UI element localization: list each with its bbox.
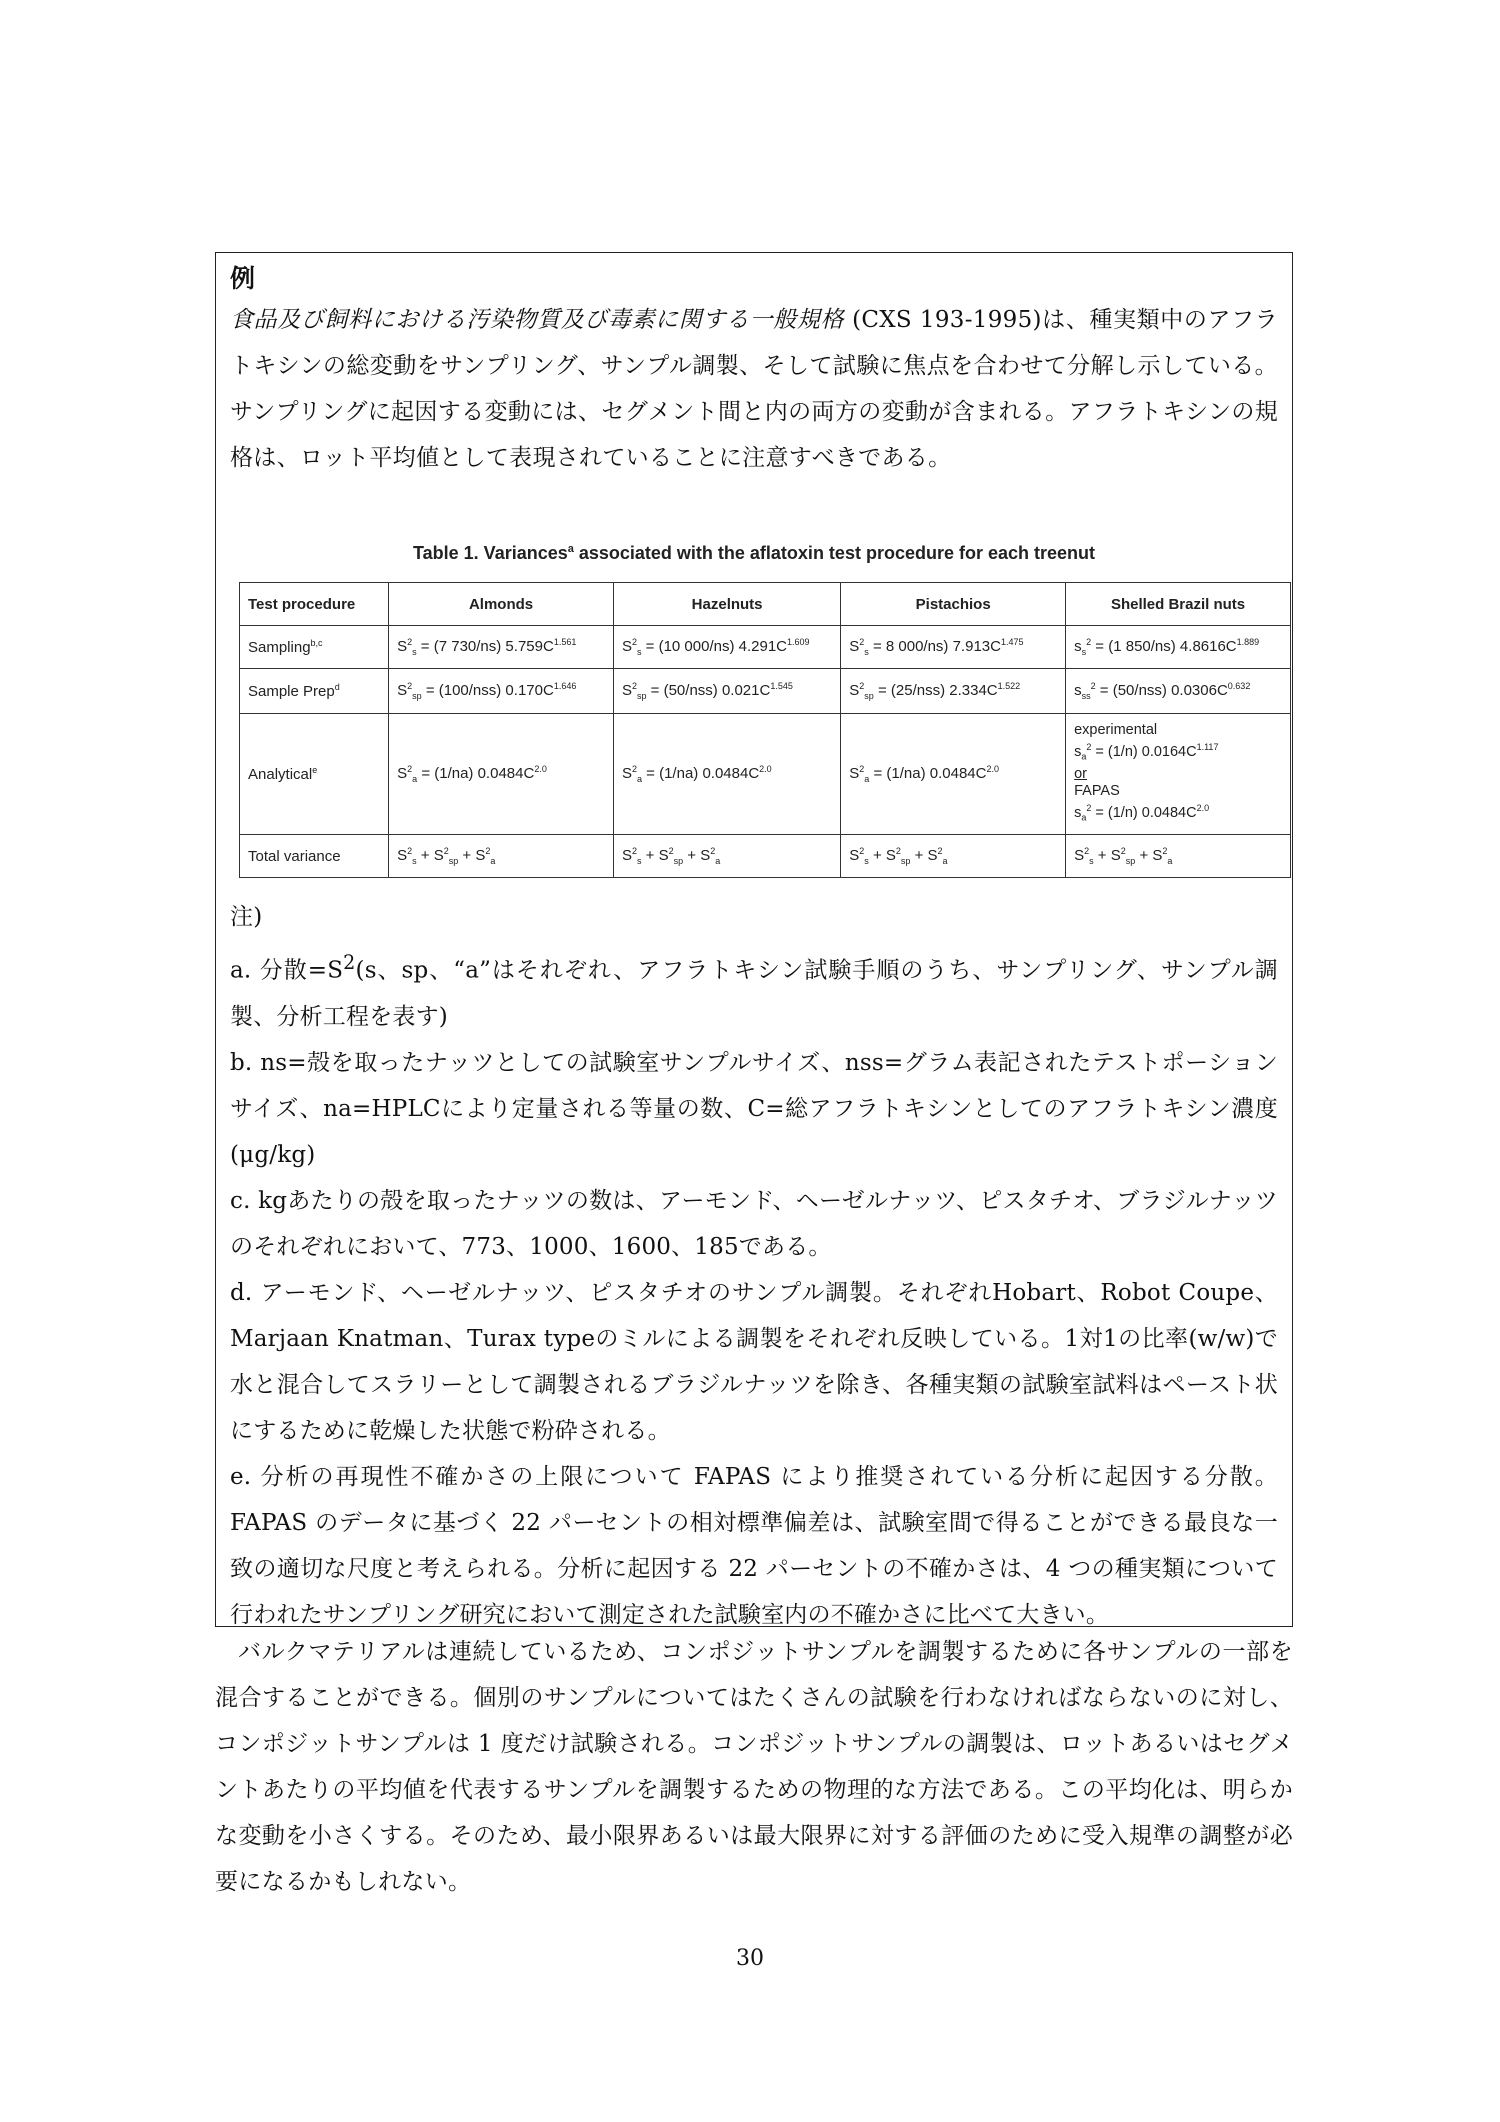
standard-title: 食品及び飼料における汚染物質及び毒素に関する一般規格 — [230, 307, 845, 333]
note-c: c. kgあたりの殻を取ったナッツの数は、アーモンド、ヘーゼルナッツ、ピスタチオ、ブラジルナッツのそれぞれにおいて、773、1000、1600、185である。 — [230, 1187, 1278, 1260]
table-row-total — [240, 835, 1291, 878]
cell-prep-hazelnuts: $S^2_{sp} = (50/nss)$ $0.021C^{1.545}$ — [613, 669, 840, 714]
cell-analytical-pistachios: $S^2_a = (1/na)$ $0.0484C^{2.0}$ — [841, 714, 1066, 835]
example-heading: 例 — [230, 264, 256, 293]
cell-analytical-almonds: $S^2_a = (1/na)$ $0.0484C^{2.0}$ — [389, 714, 614, 835]
note-a: a. 分散$=S^2(s$、sp、“a”はそれぞれ、アフラトキシン試験手順のうち、サンプリング、サンプル調製、分析工程を表す) — [230, 951, 1278, 1030]
table-row-analytical — [240, 714, 1291, 835]
variance-table — [239, 582, 1291, 878]
header-pistachios: Pistachios — [841, 583, 1066, 626]
cell-total-hazelnuts: $S^2_s + S^2_{sp} + S^2_a$ — [613, 835, 840, 878]
header-brazil-nuts: Shelled Brazil nuts — [1066, 583, 1291, 626]
example-intro — [230, 297, 1278, 481]
table-title: Table 1. Variances$^a$ associated with the aflatoxin test procedure for each treenut — [412, 543, 1095, 563]
row-label-sampling: Sampling$^{b,c}$ — [240, 626, 389, 669]
cell-sampling-pistachios: $S^2_s = 8$ 000/ns) $7.913C^{1.475}$ — [841, 626, 1066, 669]
row-label-sample-prep: Sample Prep$^d$ — [240, 669, 389, 714]
cell-sampling-almonds: $S^2_s = (7$ 730/ns) $5.759C^{1.561}$ — [389, 626, 614, 669]
cell-sampling-hazelnuts: $S^2_s = (10$ 000/ns) $4.291C^{1.609}$ — [613, 626, 840, 669]
cell-prep-pistachios: $S^2_{sp} = (25/nss)$ $2.334C^{1.522}$ — [841, 669, 1066, 714]
row-label-total: Total variance — [240, 835, 389, 878]
intro-text: (CXS 193-1995)は、種実類中のアフラトキシンの総変動をサンプリング、サンプル調製、そして試験に焦点を合わせて分解し示している。サンプリングに起因する変動には、セグメント間と内の両方の変動が含まれる。アフラトキシンの規格は、ロット平均値として表現されていることに注意すべきである。 — [230, 307, 1278, 471]
note-d: d. アーモンド、ヘーゼルナッツ、ピスタチオのサンプル調製。それぞれHobart、Robot Coupe、Marjaan Knatman、Turax typeのミルによる調製をそれぞれ反映している。1対1の比率(w/w)で水と混合してスラリーとして調製されるブラジルナッツを除き、各種実類の試験室試料はペースト状にするために乾燥した状態で粉砕される。 — [230, 1279, 1278, 1444]
cell-total-brazil: $S^2_s + S^2_{sp} + S^2_a$ — [1066, 835, 1291, 878]
cell-sampling-brazil: $s_s^2 = (1$ 850/ns) $4.8616C^{1.889}$ — [1066, 626, 1291, 669]
table-header-row — [240, 583, 1291, 626]
cell-total-almonds: $S^2_s + S^2_{sp} + S^2_a$ — [389, 835, 614, 878]
table-notes — [230, 894, 1278, 1638]
cell-prep-brazil: $s_{ss}^2 = (50/nss)$ $0.0306C^{0.632}$ — [1066, 669, 1291, 714]
page-number: 30 — [736, 1946, 764, 1971]
note-e: e. 分析の再現性不確かさの上限について FAPAS により推奨されている分析に起因する分散。FAPAS のデータに基づく 22 パーセントの相対標準偏差は、試験室間で得ることができる最良な一致の適切な尺度と考えられる。分析に起因する 22 パーセントの不確かさは、4 つの種実類について行われたサンプリング研究において測定された試験室内の不確かさに比べて大きい。 — [230, 1463, 1278, 1628]
cell-total-pistachios: $S^2_s + S^2_{sp} + S^2_a$ — [841, 835, 1066, 878]
cell-prep-almonds: $S^2_{sp} = (100/nss)$ $0.170C^{1.646}$ — [389, 669, 614, 714]
body-paragraph — [215, 1629, 1293, 1905]
example-box — [215, 252, 1293, 1627]
note-b: b. ns=殻を取ったナッツとしての試験室サンプルサイズ、nss=グラム表記されたテストポーションサイズ、na=HPLCにより定量される等量の数、C=総アフラトキシンとしてのアフラトキシン濃度(μg/kg) — [230, 1049, 1278, 1168]
table-row-sample-prep — [240, 669, 1291, 714]
table-row-sampling — [240, 626, 1291, 669]
body-text: バルクマテリアルは連続しているため、コンポジットサンプルを調製するために各サンプルの一部を混合することができる。個別のサンプルについてはたくさんの試験を行わなければならないのに対し、コンポジットサンプルは 1 度だけ試験される。コンポジットサンプルの調製は、ロットあるいはセグメントあたりの平均値を代表するサンプルを調製するための物理的な方法である。この平均化は、明らかな変動を小さくする。そのため、最小限界あるいは最大限界に対する評価のために受入規準の調整が必要になるかもしれない。 — [215, 1639, 1293, 1895]
header-hazelnuts: Hazelnuts — [613, 583, 840, 626]
cell-analytical-brazil: experimental $s_a^2 = (1/n)$ $0.0164C^{1.117}$ or FAPAS $s_a^2 = (1/n)$ $0.0484C^{2.0}$ — [1066, 714, 1291, 835]
notes-heading: 注) — [230, 904, 263, 930]
header-test-procedure: Test procedure — [240, 583, 389, 626]
row-label-analytical: Analytical$^e$ — [240, 714, 389, 835]
header-almonds: Almonds — [389, 583, 614, 626]
cell-analytical-hazelnuts: $S^2_a = (1/na)$ $0.0484C^{2.0}$ — [613, 714, 840, 835]
